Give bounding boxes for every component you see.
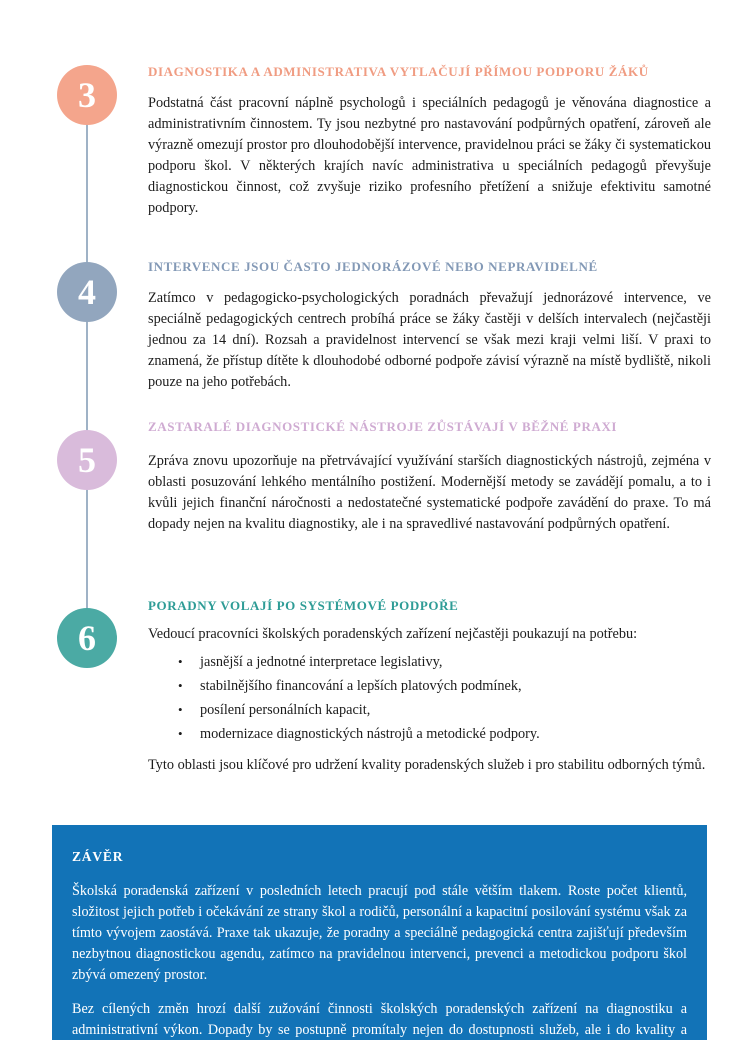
timeline-number-6: 6 (78, 618, 96, 658)
timeline-circle-6 (57, 608, 117, 668)
bullet-item: • posílení personálních kapacit, (148, 698, 711, 722)
section-6-heading: PORADNY VOLAJÍ PO SYSTÉMOVÉ PODPOŘE (148, 598, 459, 613)
section-3-heading: DIAGNOSTIKA A ADMINISTRATIVA VYTLAČUJÍ PŘÍMOU PODPORU ŽÁKŮ (148, 64, 649, 79)
bullet-item: • jasnější a jednotné interpretace legislativy, (148, 650, 711, 674)
timeline-circle-5 (57, 430, 117, 490)
section-4-body: Zatímco v pedagogicko-psychologických poradnách převažují jednorázové intervence, ve speciálně pedagogických centrech probíhá práce se žáky častěji v delších intervalech (nejčastěji jednou za 14 dní). Rozsah a pravidelnost intervencí se však mezi kraji velmi liší. V praxi to znamená, že přístup dítěte k dlouhodobé odborné podpoře závisí výrazně na místě bydliště, nikoli pouze na jeho potřebách. (148, 290, 711, 390)
timeline-circle-4 (57, 262, 117, 322)
bullet-item: • stabilnějšího financování a lepších platových podmínek, (148, 674, 711, 698)
section-6-closing: Tyto oblasti jsou klíčové pro udržení kvality poradenských služeb i pro stabilitu odborných týmů. (148, 757, 706, 773)
conclusion-paragraph-2: Bez cílených změn hrozí další zužování činnosti školských poradenských zařízení na diagnostiku a administrativní výkon. Dopady by se postupně promítaly nejen do dostupnosti služeb, ale i do kvality a včasnosti podpory poskytované dětem, žákům a studentům v jednotlivých regionech. (72, 1001, 687, 1059)
section-3-body: Podstatná část pracovní náplně psychologů i speciálních pedagogů je věnována diagnostice a administrativním činnostem. Ty jsou nezbytné pro nastavování podpůrných opatření, zároveň ale výrazně omezují prostor pro dlouhodobější intervence, pravidelnou práci se žáky či systematickou podporu škol. V některých krajích navíc administrativa u speciálních pedagogů převyšuje diagnostickou činnost, což zvyšuje riziko profesního přetížení a snižuje efektivitu samotné podpory. (148, 95, 711, 216)
conclusion-title: ZÁVĚR (72, 849, 124, 864)
timeline-connector-line (86, 95, 88, 640)
timeline-number-5: 5 (78, 440, 96, 480)
conclusion-box (52, 825, 707, 1059)
section-4-heading: INTERVENCE JSOU ČASTO JEDNORÁZOVÉ NEBO NEPRAVIDELNÉ (148, 259, 598, 274)
bullet-item: • modernizace diagnostických nástrojů a metodické podpory. (148, 722, 711, 746)
conclusion-paragraph-1: Školská poradenská zařízení v posledních letech pracují pod stále větším tlakem. Roste počet klientů, složitost jejich potřeb i očekávání ze strany škol a rodičů, personální a kapacitní posilování systému však za tímto vývojem zaostává. Praxe tak ukazuje, že poradny a speciálně pedagogická centra zajišťují především nezbytnou diagnostickou agendu, zatímco na pravidelnou intervenci, prevenci a metodickou podporu škol zbývá omezený prostor. (72, 883, 687, 983)
timeline-number-3: 3 (78, 75, 96, 115)
section-6-bullet-list (148, 650, 711, 746)
section-5-heading: ZASTARALÉ DIAGNOSTICKÉ NÁSTROJE ZŮSTÁVAJÍ V BĚŽNÉ PRAXI (148, 419, 618, 434)
section-6-intro: Vedoucí pracovníci školských poradenských zařízení nejčastěji poukazují na potřebu: (148, 626, 638, 642)
timeline-number-4: 4 (78, 272, 96, 312)
timeline-circle-3 (57, 65, 117, 125)
section-5-body: Zpráva znovu upozorňuje na přetrvávající využívání starších diagnostických nástrojů, zejména v oblasti posuzování lehkého mentálního postižení. Modernější metody se zavádějí pomalu, a to i kvůli jejich finanční náročnosti a nedostatečné systematické podpoře zavádění do praxe. To má dopady nejen na kvalitu diagnostiky, ale i na spravedlivé nastavování podpůrných opatření. (148, 453, 711, 532)
